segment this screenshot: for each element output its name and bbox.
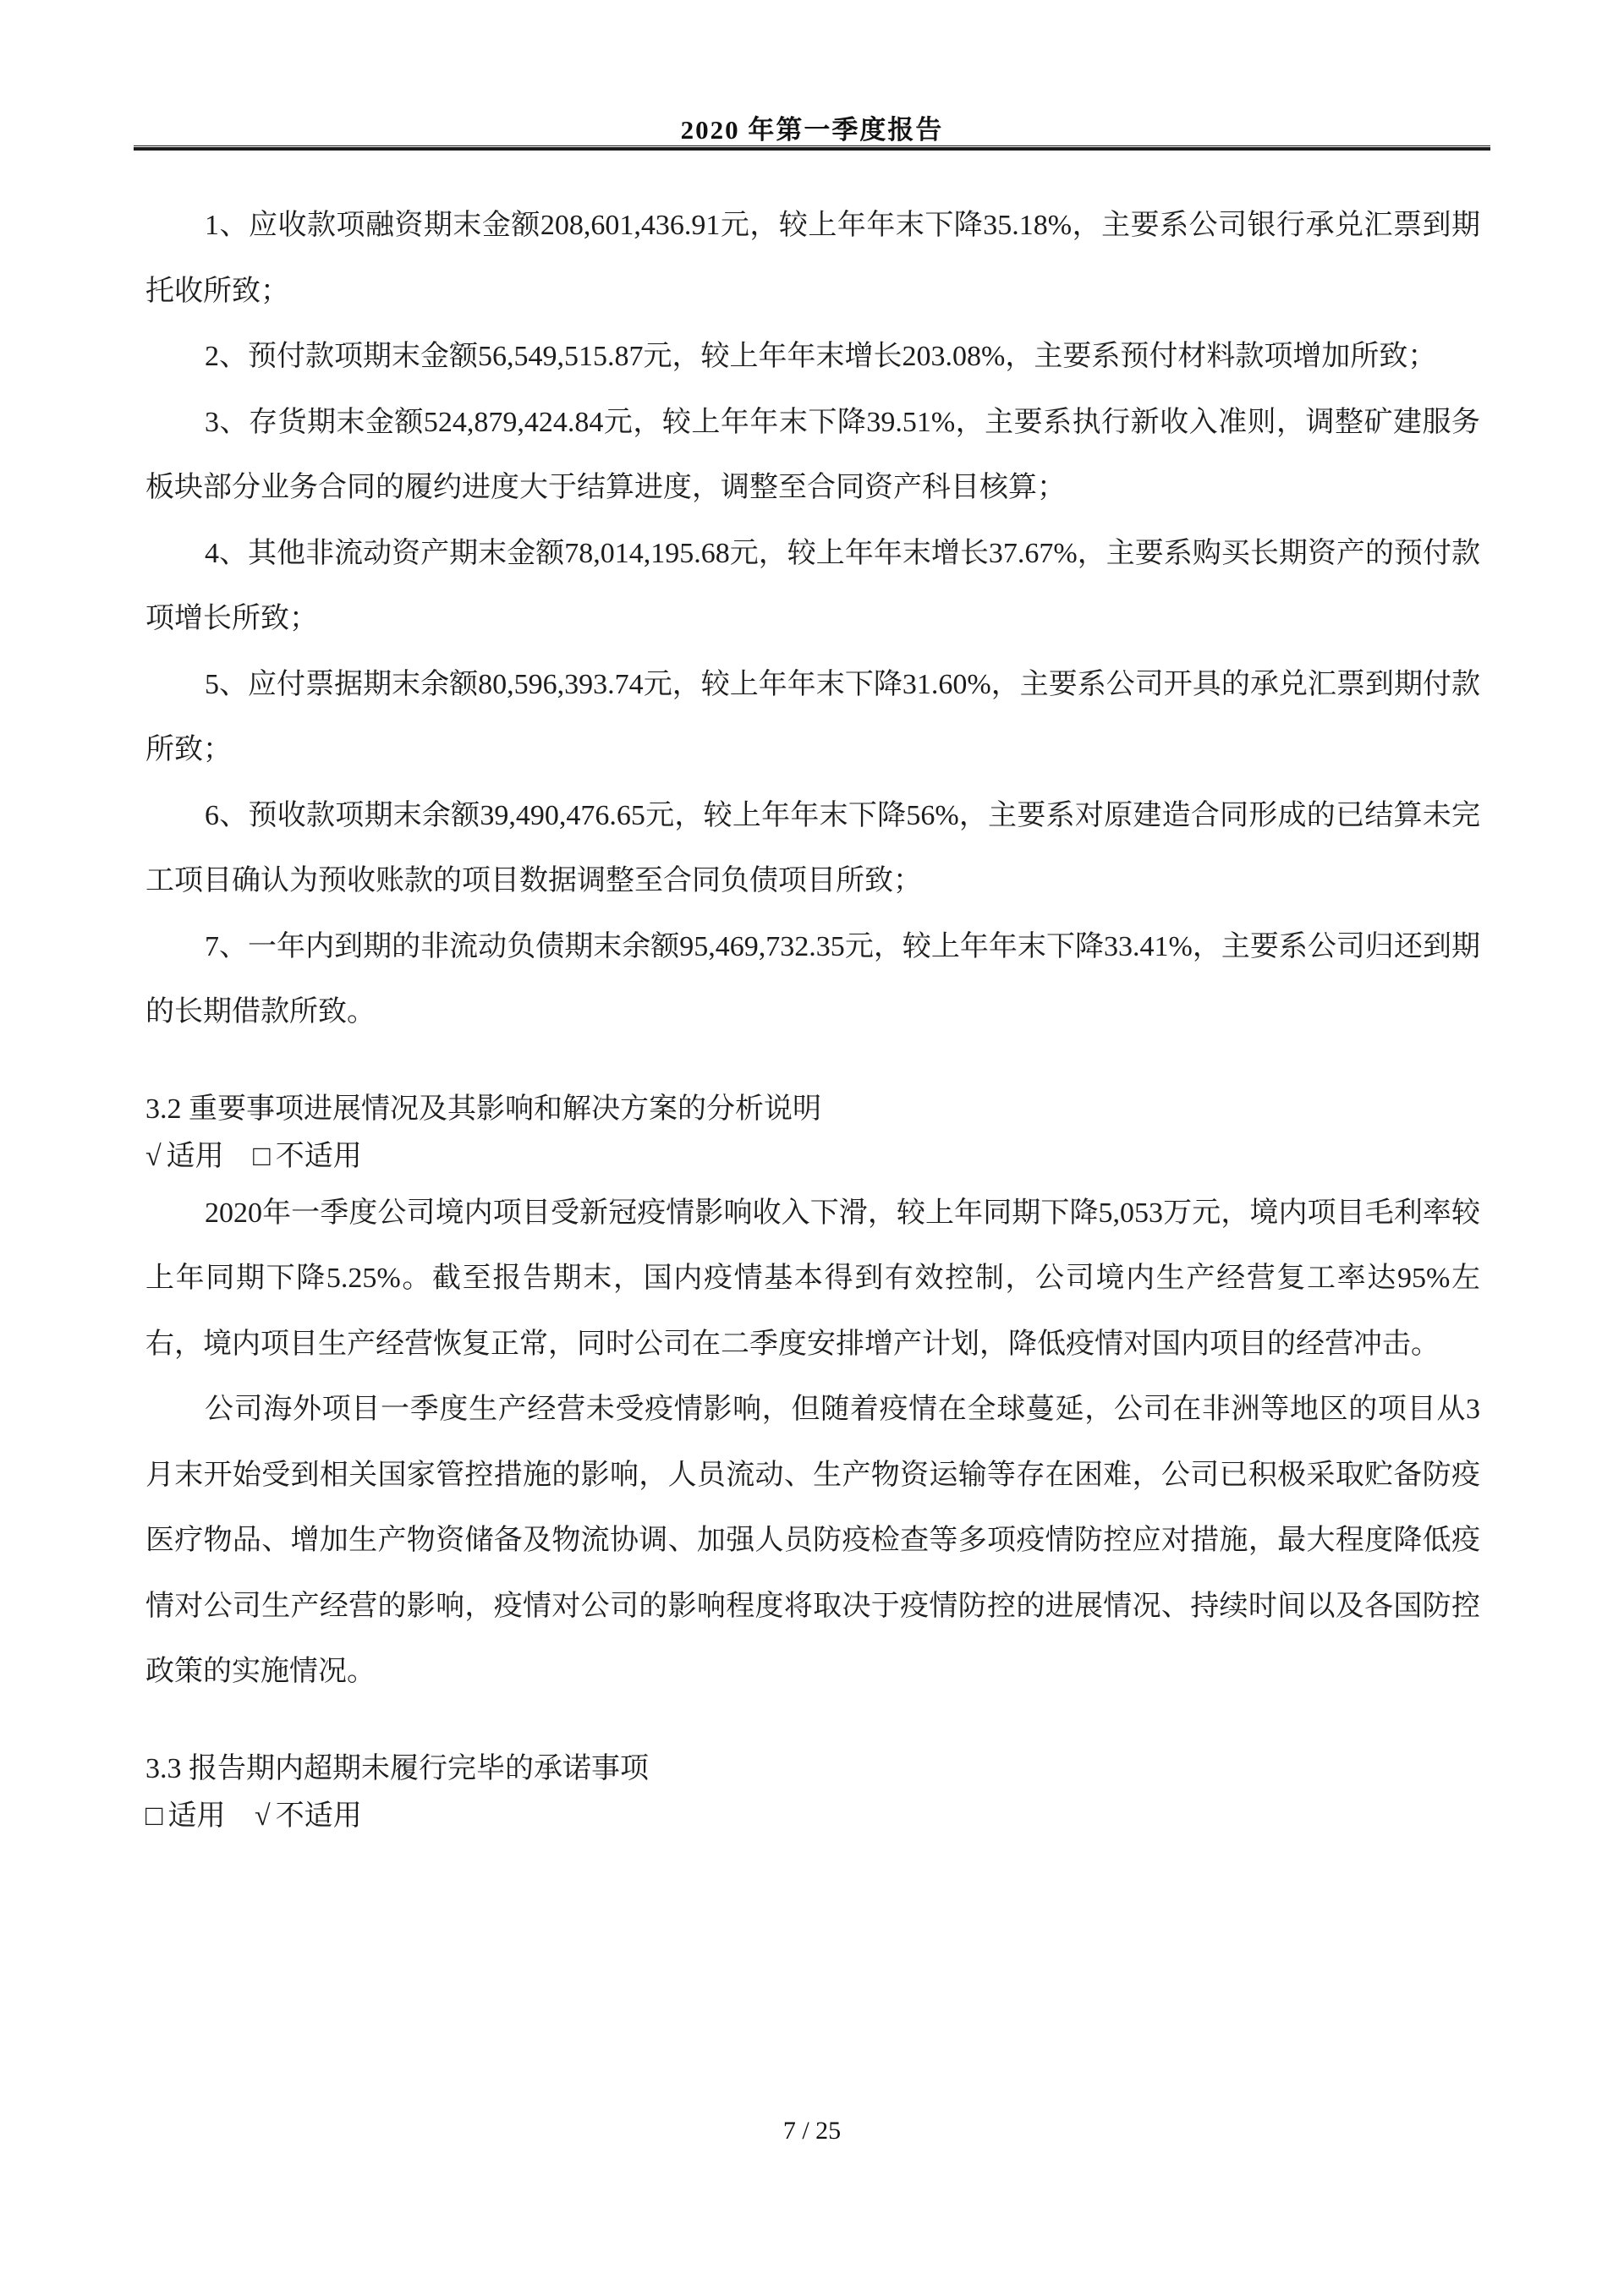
applicable-label: 适用	[166, 1140, 224, 1172]
checkbox-empty-icon: □	[145, 1800, 163, 1832]
note-item-paragraph-3: 3、存货期末金额524,879,424.84元，较上年年末下降39.51%，主要系执行新收入准则，调整矿建服务板块部分业务合同的履约进度大于结算进度，调整至合同资产科目核算；	[145, 406, 1480, 503]
note-item-paragraph-6: 6、预收款项期末余额39,490,476.65元，较上年年末下降56%，主要系对原建造合同形成的已结算未完工项目确认为预收账款的项目数据调整至合同负债项目所致；	[145, 799, 1480, 896]
applicable-option	[145, 1800, 233, 1832]
checkbox-empty-icon: □	[253, 1140, 271, 1172]
check-icon: √	[255, 1800, 271, 1832]
note-item-paragraph-2: 2、预付款项期末金额56,549,515.87元，较上年年末增长203.08%，主要系预付材料款项增加所致；	[205, 341, 1437, 372]
section-3-2-paragraph-2: 公司海外项目一季度生产经营未受疫情影响，但随着疫情在全球蔓延，公司在非洲等地区的项目从3月末开始受到相关国家管控措施的影响，人员流动、生产物资运输等存在困难，公司已积极采取贮备防疫医疗物品、增加生产物资储备及物流协调、加强人员防疫检查等多项疫情防控应对措施，最大程度降低疫情对公司生产经营的影响，疫情对公司的影响程度将取决于疫情防控的进展情况、持续时间以及各国防控政策的实施情况。	[145, 1394, 1480, 1687]
section-3-2-paragraph-1: 2020年一季度公司境内项目受新冠疫情影响收入下滑，较上年同期下降5,053万元，境内项目毛利率较上年同期下降5.25%。截至报告期末，国内疫情基本得到有效控制，公司境内生产经营复工率达95%左右，境内项目生产经营恢复正常，同时公司在二季度安排增产计划，降低疫情对国内项目的经营冲击。	[145, 1197, 1480, 1360]
section-3-2-heading: 3.2 重要事项进展情况及其影响和解决方案的分析说明	[145, 1093, 821, 1125]
section-3-2-applicability	[145, 1133, 1480, 1181]
note-item-paragraph-5: 5、应付票据期末余额80,596,393.74元，较上年年末下降31.60%，主要系公司开具的承兑汇票到期付款所致；	[145, 668, 1480, 765]
page-header-title: 2020 年第一季度报告	[680, 115, 944, 145]
not-applicable-option	[253, 1141, 362, 1172]
applicable-label: 适用	[167, 1800, 226, 1832]
section-3-3-applicability	[145, 1793, 1480, 1840]
page-number: 7 / 25	[782, 2117, 842, 2145]
section-3-3-heading: 3.3 报告期内超期未履行完毕的承诺事项	[145, 1752, 649, 1784]
header-divider	[134, 145, 1490, 151]
note-item-paragraph-7: 7、一年内到期的非流动负债期末余额95,469,732.35元，较上年年末下降33.41%，主要系公司归还到期的长期借款所致。	[145, 930, 1480, 1027]
note-item-paragraph-1: 1、应收款项融资期末金额208,601,436.91元，较上年年末下降35.18%，主要系公司银行承兑汇票到期托收所致；	[145, 210, 1480, 307]
applicable-option	[145, 1141, 231, 1172]
document-body	[145, 193, 1480, 1840]
not-applicable-label: 不适用	[275, 1140, 362, 1172]
not-applicable-option	[255, 1800, 362, 1832]
check-icon: √	[145, 1140, 162, 1172]
not-applicable-label: 不适用	[275, 1800, 362, 1832]
note-item-paragraph-4: 4、其他非流动资产期末金额78,014,195.68元，较上年年末增长37.67%，主要系购买长期资产的预付款项增长所致；	[145, 537, 1480, 634]
